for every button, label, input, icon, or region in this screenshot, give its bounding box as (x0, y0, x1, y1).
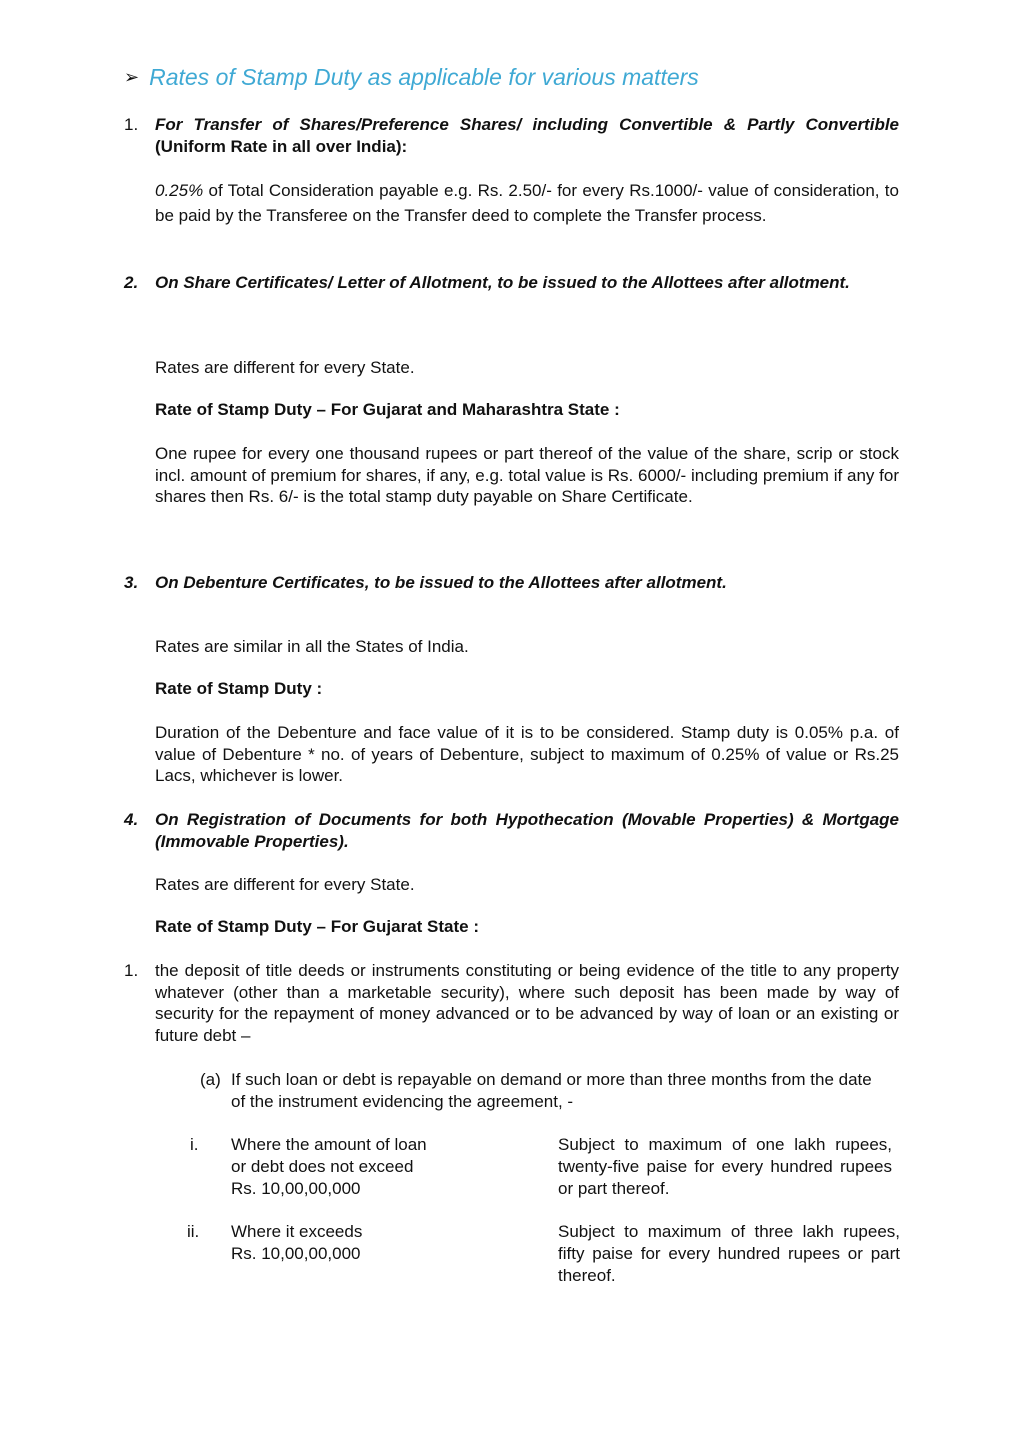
row-i-condition: Where the amount of loan or debt does not exceed Rs. 10,00,00,000 (231, 1135, 427, 1198)
arrow-bullet-icon: ➢ (124, 67, 140, 87)
section-2-rate-heading: Rate of Stamp Duty – For Gujarat and Maharashtra State : (155, 400, 620, 419)
row-i-rate: Subject to maximum of one lakh rupees, twenty-five paise for every hundred rupees or part thereof. (558, 1135, 892, 1198)
heading-title: Rates of Stamp Duty as applicable for various matters (149, 64, 699, 90)
section-3-title: On Debenture Certificates, to be issued to the Allottees after allotment. (155, 573, 727, 592)
section-3-rate-heading: Rate of Stamp Duty : (155, 679, 323, 698)
section-4-title: On Registration of Documents for both Hypothecation (Movable Properties) & Mortgage (Immovable Properties). (155, 810, 899, 851)
section-2-number: 2. (124, 273, 139, 292)
section-1-body: 0.25% of Total Consideration payable e.g. Rs. 2.50/- for every Rs.1000/- value of consideration, to be paid by the Transferee on the Transfer deed to complete the Transfer process. (155, 181, 899, 225)
section-1-title: For Transfer of Shares/Preference Shares/ including Convertible & Partly Convertible (Uniform Rate in all over India): (155, 115, 899, 156)
section-2-note: Rates are different for every State. (155, 358, 415, 377)
section-2-body: One rupee for every one thousand rupees or part thereof of the value of the share, scrip or stock incl. amount of premium for shares, if any, e.g. total value is Rs. 6000/- including premium if any for shares then Rs. 6/- is the total stamp duty payable on Share Certificate. (155, 444, 899, 506)
section-3-number: 3. (124, 573, 139, 592)
section-heading (124, 64, 699, 91)
section-2-title: On Share Certificates/ Letter of Allotment, to be issued to the Allottees after allotment. (155, 273, 850, 292)
item-1-text: the deposit of title deeds or instruments constituting or being evidence of the title to any property whatever (other than a marketable security), where such deposit has been made by way of security for the repayment of money advanced or to be advanced by way of loan or an existing or future debt – (155, 961, 899, 1045)
item-1-number: 1. (124, 961, 139, 980)
section-4-number: 4. (124, 810, 139, 829)
row-i-roman: i. (190, 1135, 199, 1154)
sub-clause-a-text: If such loan or debt is repayable on demand or more than three months from the date of the instrument evidencing the agreement, - (231, 1070, 872, 1111)
sub-clause-a-label: (a) (200, 1070, 221, 1089)
section-4-rate-heading: Rate of Stamp Duty – For Gujarat State : (155, 917, 479, 936)
row-ii-rate: Subject to maximum of three lakh rupees, fifty paise for every hundred rupees or part thereof. (558, 1222, 900, 1285)
section-4-note: Rates are different for every State. (155, 875, 415, 894)
section-1-number: 1. (124, 115, 139, 134)
row-ii-roman: ii. (187, 1222, 200, 1241)
section-3-note: Rates are similar in all the States of India. (155, 637, 469, 656)
section-3-body: Duration of the Debenture and face value of it is to be considered. Stamp duty is 0.05% p.a. of value of Debenture * no. of years of Debenture, subject to maximum of 0.25% of value or Rs.25 Lacs, whichever is lower. (155, 723, 899, 785)
row-ii-condition: Where it exceeds Rs. 10,00,00,000 (231, 1222, 363, 1263)
